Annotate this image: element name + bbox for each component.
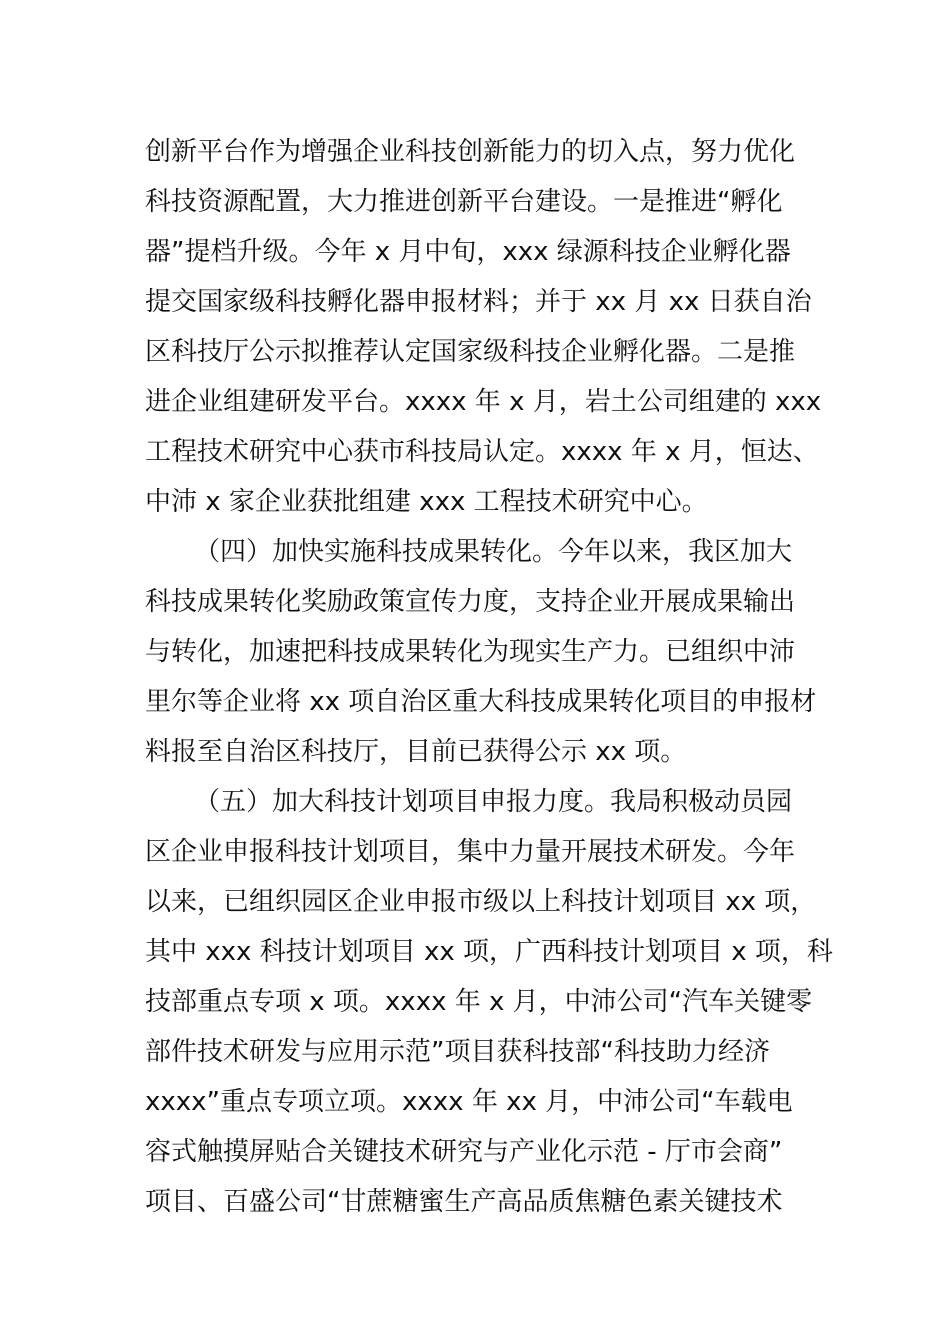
body-text	[145, 127, 833, 1227]
text-line: xxxx”重点专项立项。xxxx 年 xx 月，中沛公司“车载电	[145, 1087, 793, 1117]
text-line: 进企业组建研发平台。xxxx 年 x 月，岩土公司组建的 xxx	[145, 387, 822, 417]
text-line: 提交国家级科技孵化器申报材料；并于 xx 月 xx 日获自治	[145, 287, 812, 317]
text-line: 里尔等企业将 xx 项自治区重大科技成果转化项目的申报材	[145, 687, 817, 717]
text-line: 科技资源配置，大力推进创新平台建设。一是推进“孵化	[145, 187, 783, 217]
text-line: 项目、百盛公司“甘蔗糖蜜生产高品质焦糖色素关键技术	[145, 1187, 783, 1217]
text-line: 容式触摸屏贴合关键技术研究与产业化示范 - 厅市会商”	[145, 1137, 783, 1167]
text-line: 工程技术研究中心获市科技局认定。xxxx 年 x 月，恒达、	[145, 437, 819, 467]
text-line: 以来，已组织园区企业申报市级以上科技计划项目 xx 项，	[145, 887, 817, 917]
text-line: 科技成果转化奖励政策宣传力度，支持企业开展成果输出	[145, 587, 796, 617]
text-line: 部件技术研发与应用示范”项目获科技部“科技助力经济	[145, 1037, 770, 1067]
text-line: 与转化，加速把科技成果转化为现实生产力。已组织中沛	[145, 637, 796, 667]
text-line: 创新平台作为增强企业科技创新能力的切入点，努力优化	[145, 137, 796, 167]
text-line: 料报至自治区科技厅，目前已获得公示 xx 项。	[145, 737, 687, 767]
text-line: 器”提档升级。今年 x 月中旬，xxx 绿源科技企业孵化器	[145, 237, 791, 267]
section-heading-line: （四）加快实施科技成果转化。今年以来，我区加大	[194, 537, 793, 567]
text-line: 技部重点专项 x 项。xxxx 年 x 月，中沛公司“汽车关键零	[145, 987, 813, 1017]
text-line: 区企业申报科技计划项目，集中力量开展技术研发。今年	[145, 837, 796, 867]
section-heading-line: （五）加大科技计划项目申报力度。我局积极动员园	[194, 787, 793, 817]
text-line: 区科技厅公示拟推荐认定国家级科技企业孵化器。二是推	[145, 337, 796, 367]
text-line: 其中 xxx 科技计划项目 xx 项，广西科技计划项目 x 项，科	[145, 937, 833, 967]
text-line: 中沛 x 家企业获批组建 xxx 工程技术研究中心。	[145, 487, 708, 517]
